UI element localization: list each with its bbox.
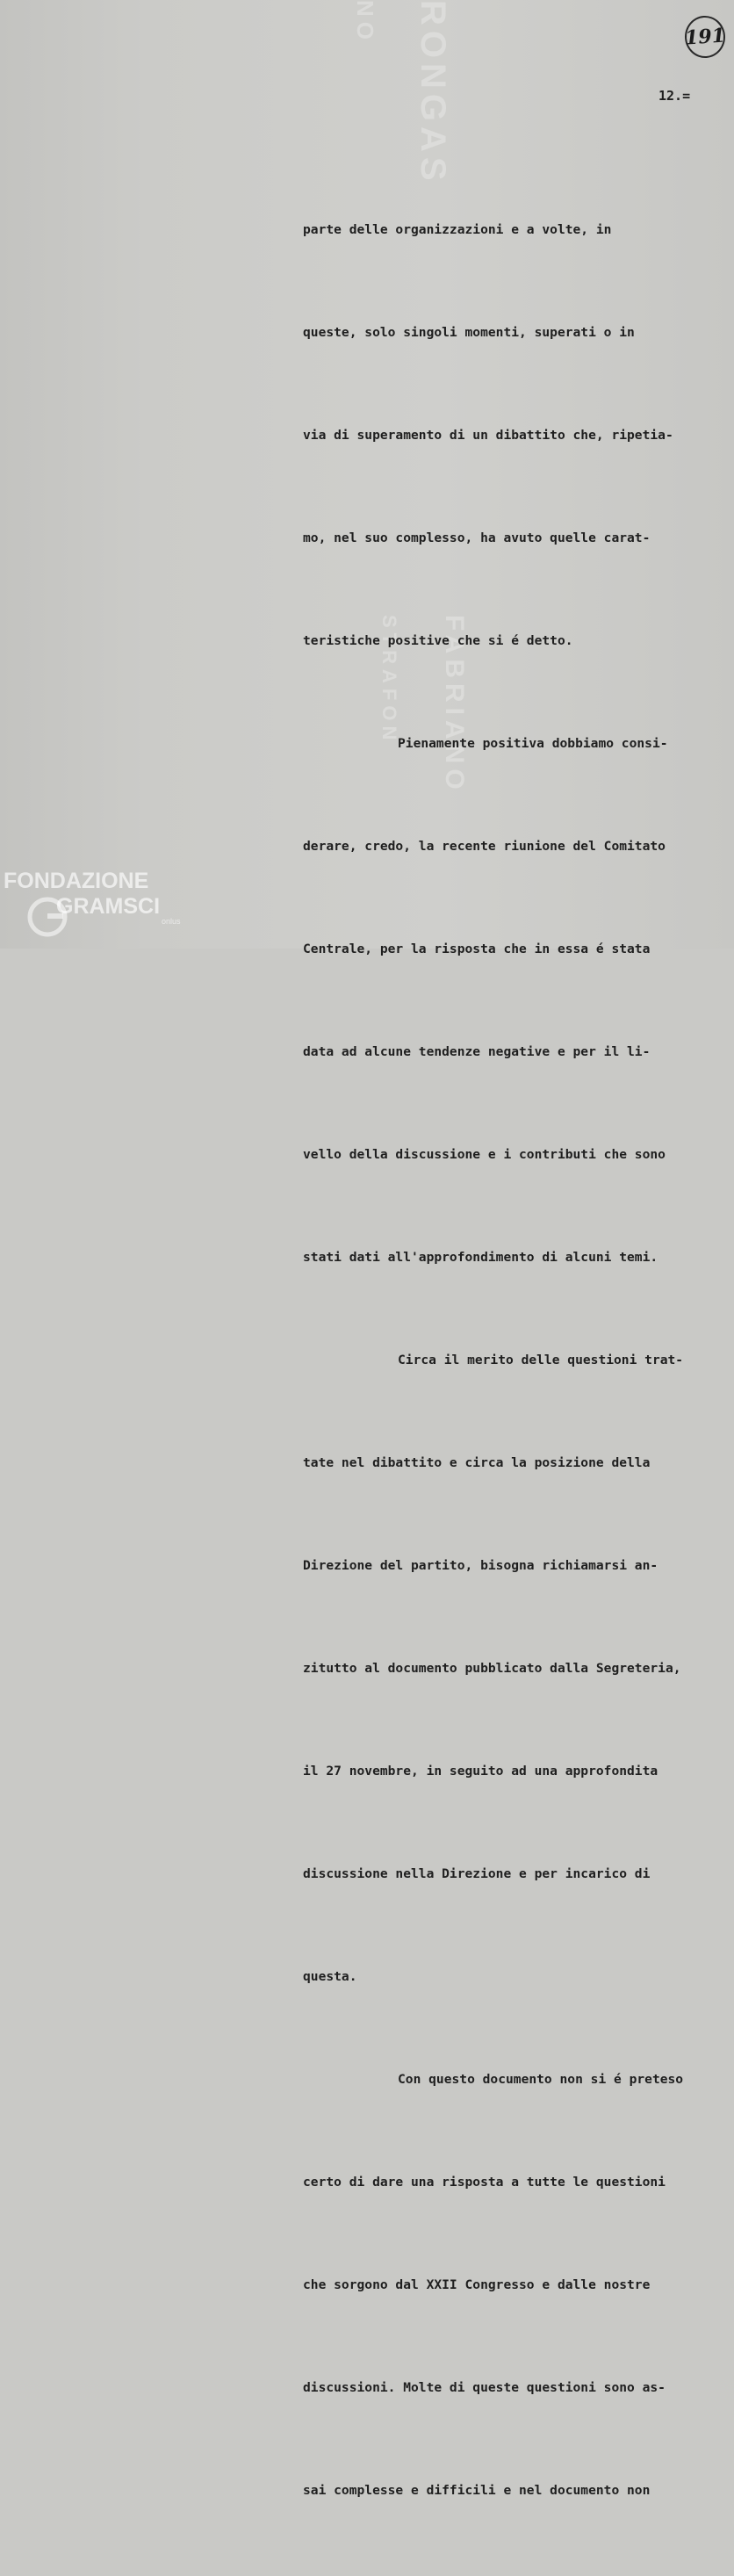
text-line: zitutto al documento pubblicato dalla Segreteria, (303, 1661, 681, 1676)
folio-stamp: 191 (683, 14, 726, 59)
watermark-text: STRAFON (378, 615, 400, 746)
text-line: tate nel dibattito e circa la posizione della (303, 1455, 651, 1470)
text-line: vello della discussione e i contributi che sono (303, 1147, 666, 1162)
watermark-text: RONGAS (414, 0, 452, 186)
text-line: che sorgono dal XXII Congresso e dalle nostre (303, 2277, 651, 2292)
text-line: discussioni. Molte di queste questioni sono as- (303, 2380, 666, 2395)
text-line: via di superamento di un dibattito che, ripetia- (303, 428, 673, 443)
page-number: 12.= (658, 88, 691, 104)
typewritten-body (303, 144, 731, 2576)
text-line: Con questo documento non si é preteso (398, 2072, 684, 2087)
text-line: Centrale, per la risposta che in essa é stata (303, 942, 651, 956)
text-line: stati dati all'approfondimento di alcuni temi. (303, 1250, 658, 1265)
fondazione-gramsci-logo (4, 868, 160, 919)
text-line: mo, nel suo complesso, ha avuto quelle carat- (303, 530, 651, 545)
text-line: Pienamente positiva dobbiamo consi- (398, 736, 668, 751)
text-line: questa. (303, 1969, 357, 1984)
text-line: sai complesse e difficili e nel documento non (303, 2483, 651, 2498)
text-line: teristiche positive che si é detto. (303, 633, 573, 648)
text-line: Direzione del partito, bisogna richiamarsi an- (303, 1558, 658, 1573)
text-line: queste, solo singoli momenti, superati o in (303, 325, 635, 340)
text-line: derare, credo, la recente riunione del Comitato (303, 839, 666, 854)
text-line: data ad alcune tendenze negative e per il li- (303, 1044, 651, 1059)
watermark-text: NO (352, 0, 378, 45)
logo-suffix: onlus (162, 917, 181, 926)
logo-text: GRAMSCI (56, 894, 161, 919)
text-line: discussione nella Direzione e per incarico di (303, 1866, 651, 1881)
text-line: parte delle organizzazioni e a volte, in (303, 222, 612, 237)
text-line: Circa il merito delle questioni trat- (398, 1353, 684, 1367)
watermark-text: FABRIANO (440, 615, 469, 795)
text-line: il 27 novembre, in seguito ad una approfondita (303, 1764, 658, 1779)
logo-text: FONDAZIONE (4, 869, 149, 893)
text-line: certo di dare una risposta a tutte le questioni (303, 2175, 666, 2190)
